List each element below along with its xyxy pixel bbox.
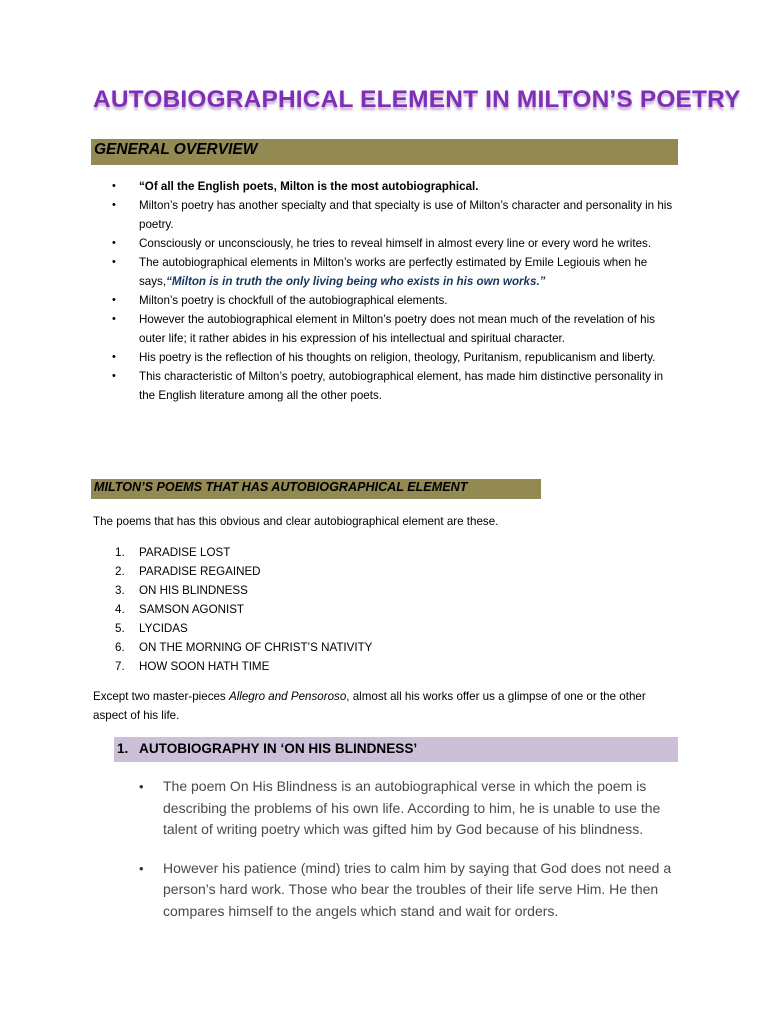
list-item (112, 291, 682, 310)
list-item (112, 196, 682, 234)
bullet-text: “Of all the English poets, Milton is the most autobiographical. (139, 180, 479, 193)
document-title: AUTOBIOGRAPHICAL ELEMENT IN MILTON’S POETRY (93, 86, 741, 113)
list-item (139, 858, 679, 923)
except-italic: Allegro and Pensoroso (228, 690, 347, 703)
poem-title: LYCIDAS (139, 622, 188, 635)
list-item (112, 367, 682, 405)
bullet-icon: • (112, 180, 116, 192)
poem-title: SAMSON AGONIST (139, 603, 245, 616)
list-item (112, 619, 372, 638)
overview-bullet-list (112, 177, 682, 405)
poem-title: HOW SOON HATH TIME (139, 660, 270, 673)
bullet-icon: • (139, 860, 144, 876)
bullet-text: This characteristic of Milton’s poetry, autobiographical element, has made him distinctive personality in the English literature among all the other poets. (139, 370, 664, 402)
list-number: 4. (115, 603, 125, 616)
bullet-icon: • (112, 370, 116, 382)
poem-title: ON HIS BLINDNESS (139, 584, 248, 597)
poems-numbered-list (112, 543, 372, 676)
section-number: 1. (117, 741, 129, 756)
bullet-text: Milton’s poetry is chockfull of the autobiographical elements. (139, 294, 448, 307)
bullet-text: However his patience (mind) tries to calm him by saying that God does not need a person’s hard work. Those who bear the troubles of their life serve Him. He then compares himself to the angels which stand and wait for orders. (163, 859, 672, 919)
blindness-heading: AUTOBIOGRAPHY IN ‘ON HIS BLINDNESS’ (139, 741, 418, 756)
bullet-text: The autobiographical elements in Milton’s works are perfectly estimated by Emile Legiouis when he says, (139, 256, 648, 288)
bullet-text: Milton’s poetry has another specialty and that specialty is use of Milton’s character and personality in his poetry. (139, 199, 673, 231)
bullet-text: His poetry is the reflection of his thoughts on religion, theology, Puritanism, republicanism and liberty. (139, 351, 656, 364)
list-item (112, 253, 682, 291)
poem-title: ON THE MORNING OF CHRIST’S NATIVITY (139, 641, 373, 654)
list-number: 2. (115, 565, 125, 578)
except-paragraph (93, 687, 678, 725)
except-prefix: Except two master-pieces (93, 690, 229, 703)
poem-title: PARADISE REGAINED (139, 565, 261, 578)
poem-title: PARADISE LOST (139, 546, 231, 559)
bullet-text: The poem On His Blindness is an autobiographical verse in which the poem is describing the problems of his own life. According to him, he is unable to use the talent of writing poetry which was gifted him by God because of his blindness. (163, 778, 661, 837)
blindness-bullet-list (139, 776, 679, 922)
bullet-icon: • (112, 351, 116, 363)
list-number: 6. (115, 641, 125, 654)
poems-intro: The poems that has this obvious and clear autobiographical element are these. (93, 515, 499, 528)
list-item (112, 657, 372, 676)
list-item (112, 348, 682, 367)
bullet-text: Consciously or unconsciously, he tries to reveal himself in almost every line or every word he writes. (139, 237, 652, 250)
bullet-text: However the autobiographical element in Milton’s poetry does not mean much of the revelation of his outer life; it rather abides in his expression of his intellectual and spiritual character. (139, 313, 656, 345)
except-suffix: , almost all his works offer us a glimpse of one or the other aspect of his life. (93, 690, 646, 722)
general-overview-heading: GENERAL OVERVIEW (94, 141, 258, 158)
list-item (112, 543, 372, 562)
list-item (112, 638, 372, 657)
bullet-icon: • (139, 779, 144, 794)
list-item (112, 600, 372, 619)
list-item (112, 234, 682, 253)
poems-heading: MILTON’S POEMS THAT HAS AUTOBIOGRAPHICAL ELEMENT (94, 480, 468, 494)
list-number: 7. (115, 660, 125, 673)
list-item (112, 562, 372, 581)
list-number: 3. (115, 584, 125, 597)
list-number: 1. (115, 546, 125, 559)
bullet-icon: • (112, 237, 116, 249)
list-item (139, 776, 679, 841)
list-item (112, 581, 372, 600)
bullet-icon: • (112, 294, 116, 306)
list-number: 5. (115, 622, 125, 635)
bullet-text-with-quote (139, 253, 682, 291)
list-item (112, 310, 682, 348)
list-item (112, 177, 682, 196)
legouis-quote: “Milton is in truth the only living being who exists in his own works.” (166, 275, 546, 288)
bullet-icon: • (112, 199, 116, 211)
general-overview-heading-bar (91, 139, 678, 165)
bullet-icon: • (112, 256, 116, 268)
blindness-heading-bar (114, 737, 678, 762)
bullet-icon: • (112, 313, 116, 325)
poems-heading-bar (91, 479, 541, 499)
